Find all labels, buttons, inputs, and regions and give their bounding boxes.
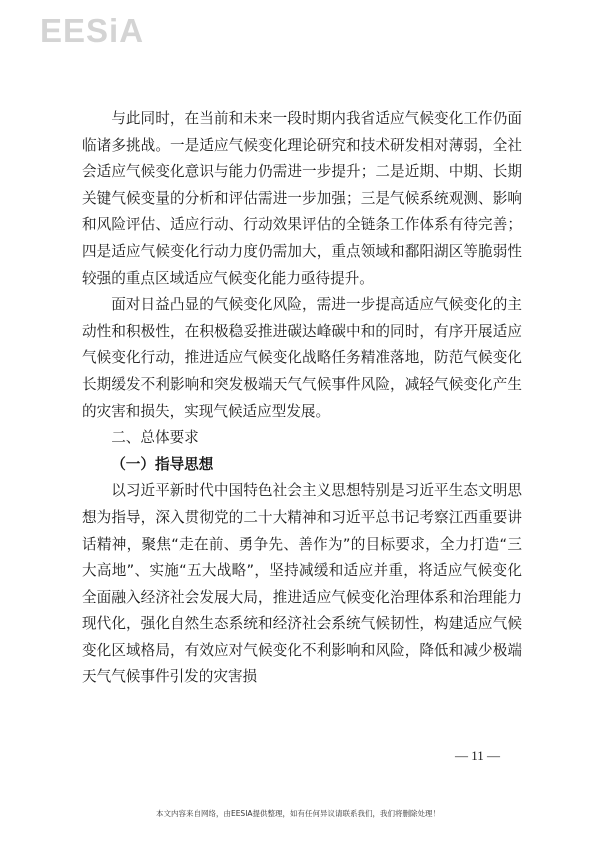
document-body bbox=[82, 106, 522, 691]
section-heading-general-requirements: 二、总体要求 bbox=[111, 429, 199, 447]
eesia-watermark-logo: EESiA bbox=[40, 12, 145, 49]
page-number: — 11 — bbox=[455, 748, 501, 763]
paragraph-challenges: 与此同时，在当前和未来一段时期内我省适应气候变化工作仍面临诸多挑战。一是适应气候变化理论研究和技术研发相对薄弱，全社会适应气候变化意识与能力仍需进一步提升；二是近期、中期、长期关键气候变量的分析和评估需进一步加强；三是气候系统观测、影响和风险评估、适应行动、行动效果评估的全链条工作体系有待完善；四是适应气候变化行动力度仍需加大，重点领域和鄱阳湖区等脆弱性较强的重点区域适应气候变化能力亟待提升。 bbox=[82, 110, 522, 287]
footer-disclaimer: 本文内容来自网络，由EESIA提供整理，如有任何异议请联系我们，我们将删除处理！ bbox=[155, 809, 441, 818]
paragraph-risk-response: 面对日益凸显的气候变化风险，需进一步提高适应气候变化的主动性和积极性，在积极稳妥推进碳达峰碳中和的同时，有序开展适应气候变化行动，推进适应气候变化战略任务精准落地，防范气候变化长期缓发不利影响和突发极端天气气候事件风险，减轻气候变化产生的灾害和损失，实现气候适应型发展。 bbox=[82, 296, 522, 420]
subsection-heading-guiding-ideology: （一）指导思想 bbox=[111, 455, 214, 473]
paragraph-guiding-ideology: 以习近平新时代中国特色社会主义思想特别是习近平生态文明思想为指导，深入贯彻党的二十大精神和习近平总书记考察江西重要讲话精神，聚焦“走在前、勇争先、善作为”的目标要求，全力打造“三大高地”、实施“五大战略”，坚持减缓和适应并重，将适应气候变化全面融入经济社会发展大局，推进适应气候变化治理体系和治理能力现代化，强化自然生态系统和经济社会系统气候韧性，构建适应气候变化区域格局，有效应对气候变化不利影响和风险，降低和减少极端天气气候事件引发的灾害损 bbox=[82, 482, 522, 686]
